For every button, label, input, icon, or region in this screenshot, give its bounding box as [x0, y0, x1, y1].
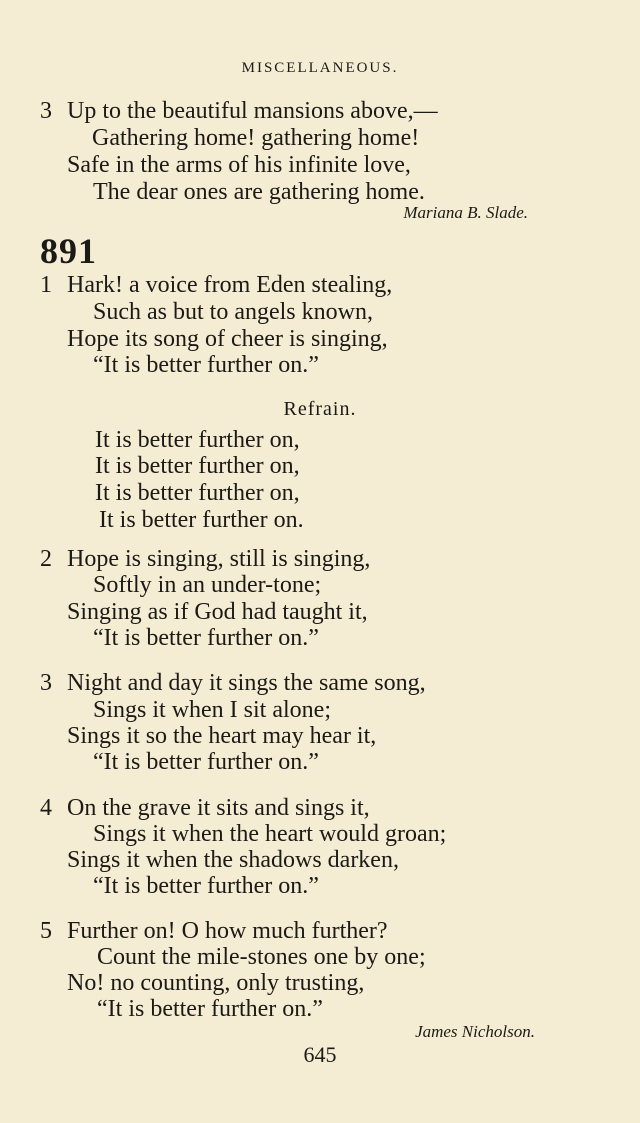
verse-line: No! no counting, only trusting,	[67, 970, 365, 996]
verse-line: “It is better further on.”	[93, 749, 319, 775]
verse-line: Count the mile-stones one by one;	[97, 944, 426, 970]
running-header: MISCELLANEOUS.	[241, 60, 399, 76]
prev-hymn-author: Mariana B. Slade.	[403, 203, 528, 222]
verse-number: 3	[40, 670, 52, 696]
verse-line: The dear ones are gathering home.	[93, 179, 425, 205]
verse-line: Hope is singing, still is singing,	[67, 546, 371, 572]
verse-line: Hope its song of cheer is singing,	[67, 326, 388, 352]
verse-line: Hark! a voice from Eden stealing,	[67, 272, 393, 298]
verse-line: Sings it so the heart may hear it,	[67, 723, 377, 749]
verse-number: 3	[40, 98, 52, 124]
refrain-line: It is better further on,	[95, 480, 300, 506]
verse-line: Sings it when I sit alone;	[93, 697, 331, 723]
verse-line: Night and day it sings the same song,	[67, 670, 426, 696]
verse-number: 5	[40, 918, 52, 944]
verse-number: 4	[40, 795, 52, 821]
verse-line: On the grave it sits and sings it,	[67, 795, 370, 821]
verse-line: Such as but to angels known,	[93, 299, 373, 325]
verse-line: “It is better further on.”	[97, 996, 323, 1022]
page-number: 645	[303, 1042, 337, 1067]
refrain-line: It is better further on,	[95, 453, 300, 479]
verse-line: Sings it when the shadows darken,	[67, 847, 399, 873]
verse-line: Safe in the arms of his infinite love,	[67, 152, 411, 178]
hymn-author: James Nicholson.	[415, 1022, 535, 1041]
refrain-line: It is better further on,	[95, 427, 300, 453]
verse-line: Further on! O how much further?	[67, 918, 388, 944]
verse-line: Gathering home! gathering home!	[92, 125, 420, 151]
verse-line: Singing as if God had taught it,	[67, 599, 368, 625]
verse-line: “It is better further on.”	[93, 873, 319, 899]
verse-number: 2	[40, 546, 52, 572]
refrain-line: It is better further on.	[99, 507, 304, 533]
verse-number: 1	[40, 272, 52, 298]
verse-line: Up to the beautiful mansions above,—	[67, 98, 438, 124]
verse-line: “It is better further on.”	[93, 352, 319, 378]
refrain-heading: Refrain.	[283, 398, 357, 420]
verse-line: Softly in an under-tone;	[93, 572, 322, 598]
hymn-number: 891	[40, 231, 97, 271]
verse-line: Sings it when the heart would groan;	[93, 821, 447, 847]
verse-line: “It is better further on.”	[93, 625, 319, 651]
